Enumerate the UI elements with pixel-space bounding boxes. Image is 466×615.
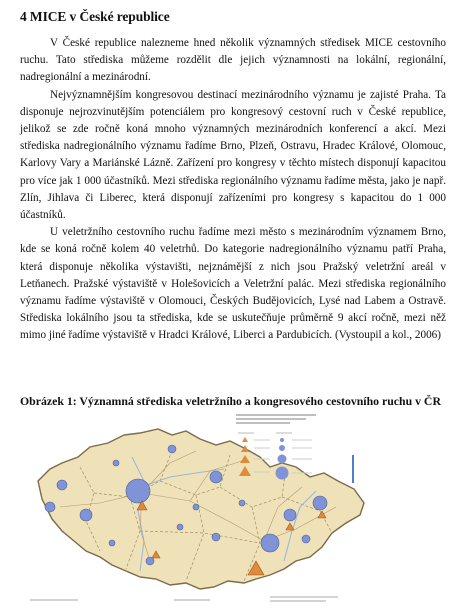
map-marker-liberec (168, 445, 176, 453)
map-marker (109, 540, 115, 546)
map-marker-zlin (302, 535, 310, 543)
map-marker-brno (261, 534, 279, 552)
map-marker-olomouc (284, 509, 296, 521)
map-marker (239, 500, 245, 506)
map-marker-jihlava (212, 533, 220, 541)
section-heading: 4 MICE v České republice (20, 9, 170, 24)
paragraph: Nejvýznamnějším kongresovou destinací mezinárodního významu je zajisté Praha. Ta disponuje nejrozvinutějším potenciálem pro kongresový cestovní ruch v České republice, jelikož se zde ročně koná mnoho významných mezinárodních konferencí a akcí. Mezi střediska nadregionálního významu řadíme Brno, Plzeň, Ostravu, Hradec Králové, Olomouc, Karlovy Vary a Mariánské Lázně. Zařízení pro kongresy v těchto místech disponují kapacitou pro více jak 1 000 účastníků. Mezi střediska regionálního významu řadíme města, jako je např. Zlín, Jihlava či Liberec, která disponují zařízeními pro kongresy s kapacitou do 1 000 účastníků. (20, 88, 446, 222)
map-marker-praha (126, 479, 150, 503)
body-text (20, 35, 446, 345)
map-marker (113, 460, 119, 466)
map-marker (177, 524, 183, 530)
map-marker-ostrava (313, 496, 327, 510)
map-marker-marianske-lazne (45, 502, 55, 512)
map-scale-bar (352, 455, 354, 483)
legend-title-lines (236, 415, 316, 423)
legend-congress-symbols (276, 438, 289, 480)
map-marker-plzen (80, 509, 92, 521)
map-marker (193, 504, 199, 510)
paragraph: U veletržního cestovního ruchu řadíme mezi město s mezinárodním významem Brno, kde se koná ročně kolem 40 veletrhů. Do kategorie nadregionálního významu patří Praha, která disponuje několika výstavišti, nejznámější z nich jsou Pražský veletržní areál v Letňanech. Pražské výstaviště v Holešovicích a Veletržní palác. Mezi střediska regionálního významu řadíme výstaviště v Olomouci, Českých Budějovicích, Lysé nad Labem a Ostravě. Střediska lokálního jsou ta střediska, kde se uskutečňuje průměrně 9 akcí ročně, mezi něž mimo jiné řadíme výstaviště v Hradci Králové, Liberci a Pardubicích. (Vystoupil a kol., 2006) (20, 226, 446, 342)
paragraph: V České republice nalezneme hned několik významných středisek MICE cestovního ruchu. Tato střediska můžeme rozdělit dle jejich významnosti na lokální, regionální, nadregionální a mezinárodní. (20, 37, 446, 84)
map-marker-hradec-kralove (210, 471, 222, 483)
map-credits (30, 597, 338, 601)
map-image (20, 411, 444, 606)
map-marker-karlovy-vary (57, 480, 67, 490)
czech-map-figure (20, 411, 444, 606)
figure-caption: Obrázek 1: Významná střediska veletržního a kongresového cestovního ruchu v ČR (20, 394, 441, 408)
